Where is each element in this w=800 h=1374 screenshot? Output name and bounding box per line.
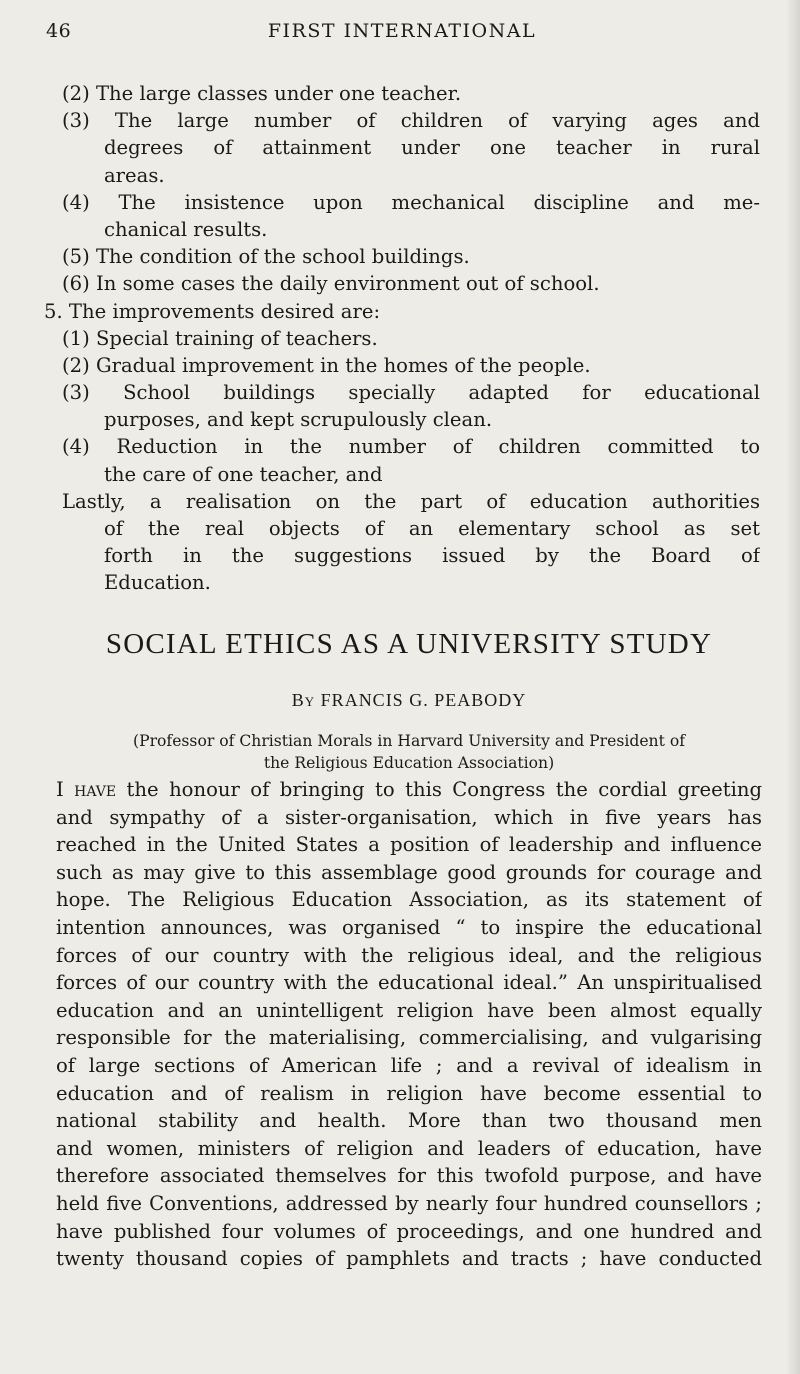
paragraph-line: intention announces, was organised “ to inspire the educational [56, 915, 762, 939]
numbered-list [44, 80, 760, 597]
author-affiliation [58, 730, 760, 774]
byline-prefix: By [291, 690, 316, 710]
article-title: SOCIAL ETHICS AS A UNIVERSITY STUDY [105, 628, 713, 660]
paragraph-line [56, 776, 762, 804]
paragraph-line: hope. The Religious Education Association, as its statement of [56, 888, 762, 912]
paragraph-line: therefore associated themselves for this twofold purpose, and have [56, 1164, 762, 1188]
page-number: 46 [46, 20, 72, 42]
page-edge-shadow [786, 0, 800, 1374]
list-line: (4) Reduction in the number of children committed to [62, 435, 760, 459]
list-line: of the real objects of an elementary school as set [104, 517, 760, 540]
list-line: chanical results. [104, 217, 268, 241]
paragraph-line: forces of our country with the religious ideal, and the religious [56, 943, 762, 967]
running-head: FIRST INTERNATIONAL [267, 20, 537, 42]
paragraph-line: such as may give to this assemblage good grounds for courage and [56, 860, 762, 884]
drop-cap-words: I have [56, 778, 117, 801]
list-line: areas. [104, 163, 165, 187]
list-line: forth in the suggestions issued by the Board of [104, 544, 760, 568]
list-line: (3) The large number of children of varying ages and [62, 109, 760, 133]
list-line: (1) Special training of teachers. [62, 326, 378, 350]
list-line: Lastly, a realisation on the part of education authorities [62, 489, 760, 513]
list-line: (4) The insistence upon mechanical discipline and me- [62, 190, 760, 214]
list-line: Education. [104, 571, 211, 595]
paragraph-line: responsible for the materialising, commercialising, and vulgarising [56, 1026, 762, 1050]
list-line: 5. The improvements desired are: [44, 299, 381, 323]
list-line: (6) In some cases the daily environment out of school. [62, 272, 600, 296]
list-line: (5) The condition of the school buildings. [62, 245, 470, 269]
paragraph-line: of large sections of American life ; and a revival of idealism in [56, 1053, 762, 1077]
paragraph-line: education and an unintelligent religion have been almost equally [56, 998, 762, 1022]
affiliation-line: (Professor of Christian Morals in Harvard University and President of [133, 732, 685, 750]
paragraph-line: held five Conventions, addressed by nearly four hundred counsellors ; [56, 1191, 762, 1215]
page-header [46, 14, 758, 50]
byline [58, 690, 760, 711]
paragraph-line: have published four volumes of proceedings, and one hundred and [56, 1219, 762, 1243]
paragraph-line: forces of our country with the educational ideal.” An unspiritualised [56, 971, 762, 995]
list-line: (2) The large classes under one teacher. [62, 82, 462, 105]
list-line: (2) Gradual improvement in the homes of the people. [62, 353, 591, 377]
list-line: purposes, and kept scrupulously clean. [104, 408, 493, 432]
list-line: (3) School buildings specially adapted for educational [62, 381, 760, 405]
paragraph-line: national stability and health. More than two thousand men [56, 1109, 762, 1133]
paragraph-line: and sympathy of a sister-organisation, which in five years has [56, 805, 762, 829]
paragraph-line: education and of realism in religion have become essential to [56, 1081, 762, 1105]
paragraph-line: and women, ministers of religion and leaders of education, have [56, 1136, 762, 1160]
list-line: the care of one teacher, and [104, 462, 383, 486]
article-body [56, 776, 762, 1273]
list-line: degrees of attainment under one teacher in rural [104, 136, 760, 160]
paragraph-line: twenty thousand copies of pamphlets and tracts ; have conducted [56, 1247, 762, 1271]
paragraph-line: reached in the United States a position of leadership and influence [56, 833, 762, 857]
author-name: FRANCIS G. PEABODY [320, 690, 527, 710]
first-line-text: the honour of bringing to this Congress the cordial greeting [116, 778, 762, 801]
affiliation-line: the Religious Education Association) [263, 754, 555, 772]
